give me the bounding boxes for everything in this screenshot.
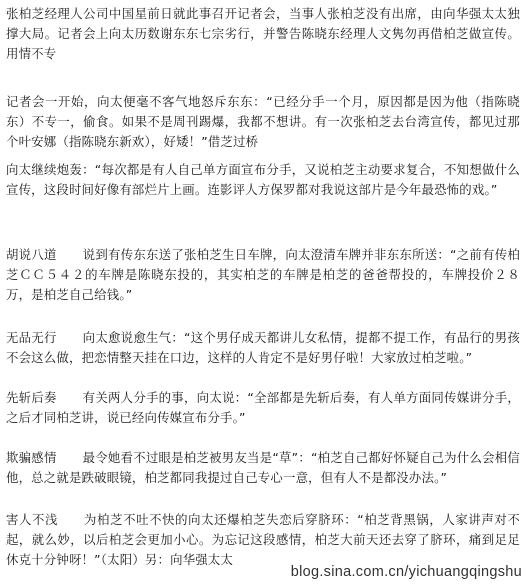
- paragraph-press-conference: [6, 92, 520, 152]
- paragraph-text: 有关两人分手的事，向太说：“全部都是先斩后奏，有人单方面同传媒讲分手，之后才同柏芝讲，说已经向传媒宣布分手。”: [6, 390, 520, 425]
- paragraph-act-first: [6, 388, 520, 428]
- paragraph-deceive: [6, 448, 520, 488]
- paragraph-text: 张柏芝经理人公司中国星前日就此事召开记者会，当事人张柏芝没有出席，由向华强太太独撑大局。记者会上向太历数谢东东七宗劣行，并警告陈晓东经理人文隽勿再借柏芝做宣传。用情不专: [6, 6, 520, 61]
- paragraph-no-character: [6, 328, 520, 368]
- paragraph-text: 向太愈说愈生气：“这个男仔成天都讲儿女私情，提都不提工作，有品行的男孩不会这么做，把恋情整天挂在口边，这样的人肯定不是好男仔啦！大家放过柏芝啦。”: [6, 330, 520, 365]
- blog-watermark: blog.sina.com.cn/yichuangqingshu: [290, 564, 522, 580]
- paragraph-nonsense: [6, 245, 520, 305]
- paragraph-intro: [6, 4, 520, 64]
- section-tag: 欺骗感情: [6, 450, 57, 465]
- paragraph-text: 为柏芝不吐不快的向太还爆柏芝失恋后穿脐环：“柏芝背黑锅，人家讲声对不起，就么妙，以后柏芝会更加小心。为忘记这段感情，柏芝大前天还去穿了脐环，痛到足足休克十分钟呀！”（太阳）另：向华强太太: [6, 512, 520, 567]
- section-tag: 害人不浅: [6, 512, 59, 527]
- section-tag: 无品无行: [6, 330, 57, 345]
- paragraph-text: 说到有传东东送了张柏芝生日车牌，向太澄清车牌并非东东所送：“之前有传柏芝ＣＣ５４２的车牌是陈晓东投的，其实柏芝的车牌是柏芝的爸爸帮投的，车牌投价２８万，是柏芝自己给钱。”: [6, 247, 520, 302]
- paragraph-text: 记者会一开始，向太便毫不客气地怒斥东东：“已经分手一个月，原因都是因为他（指陈晓东）不专一，偷食。如果不是周刊踢爆，我都不想讲。有一次张柏芝去台湾宣传，都见过那个叶安娜（指陈晓东新欢），好矮！”借芝过桥: [6, 94, 520, 149]
- paragraph-continue: [6, 160, 520, 200]
- section-tag: 先斩后奏: [6, 390, 57, 405]
- paragraph-harm: [6, 510, 520, 570]
- paragraph-text: 向太继续炮轰：“每次都是有人自己单方面宣布分手，又说柏芝主动要求复合，不知想做什么宣传，这段时间好像有部烂片上画。连影评人方保罗都对我说这部片是今年最恐怖的戏。”: [6, 162, 520, 197]
- section-tag: 胡说八道: [6, 247, 57, 262]
- paragraph-text: 最令她看不过眼是柏芝被男友当是“草”：“柏芝自己都好怀疑自己为什么会相信他，总之就是跌破眼镜，柏芝都同我提过自己专心一意，但有人不是都没办法。”: [6, 450, 520, 485]
